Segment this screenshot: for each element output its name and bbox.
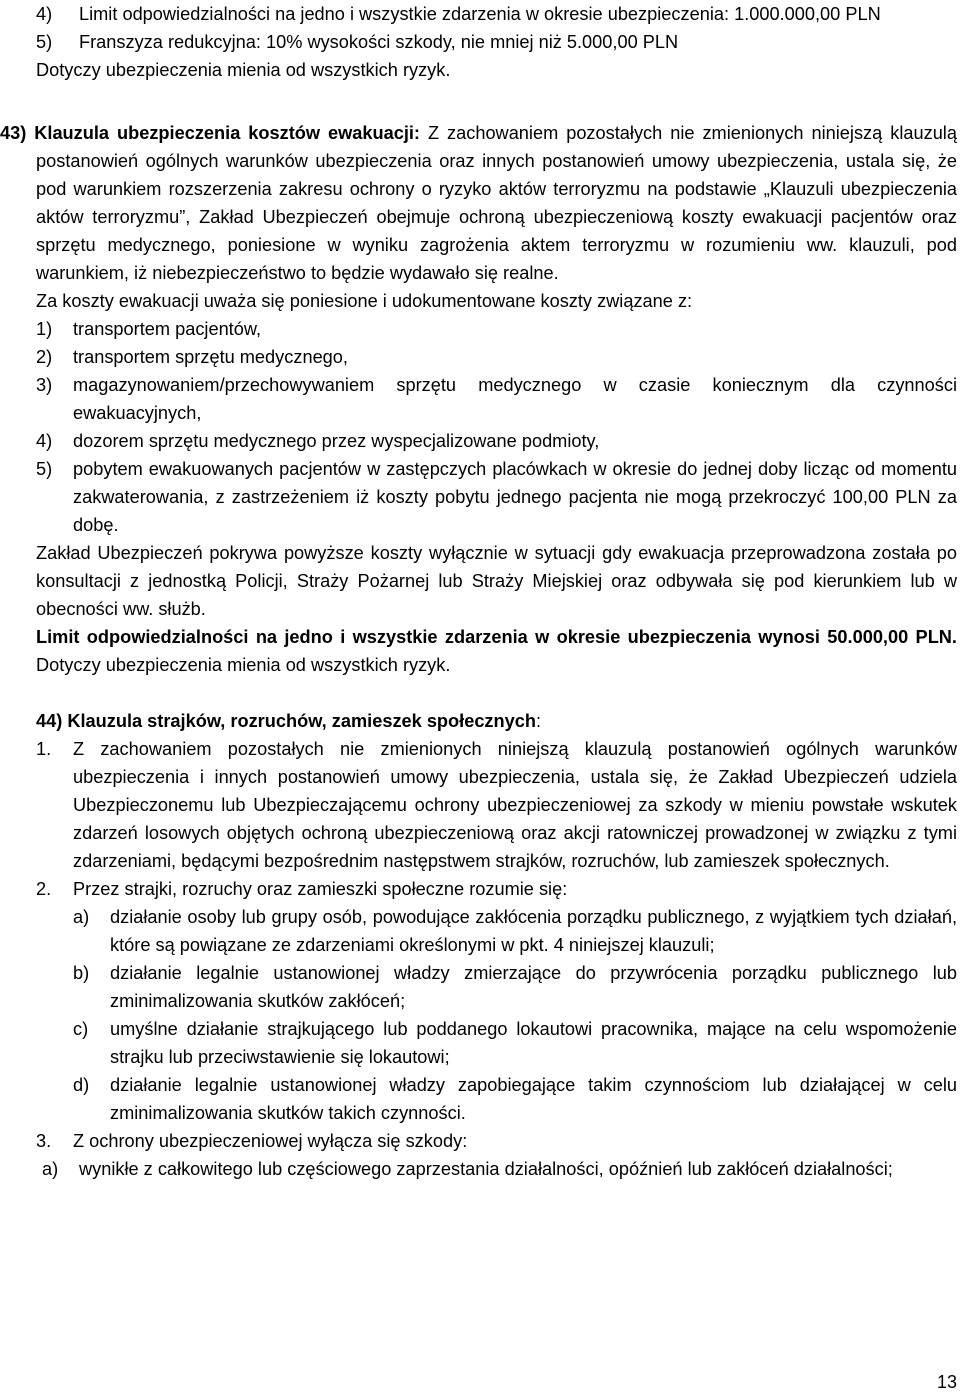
item-text: Limit odpowiedzialności na jedno i wszystkie zdarzenia w okresie ubezpieczenia: 1.000.000,00 PLN [79, 4, 881, 24]
item-text: umyślne działanie strajkującego lub poddanego lokautowi pracownika, mające na celu wspomożenie strajku lub przeciwstawienie się lokautowi; [110, 1019, 957, 1067]
item-number: b) [73, 963, 90, 983]
item-number: 1. [36, 739, 52, 759]
list-item [36, 343, 957, 371]
clause-43 [0, 119, 957, 679]
definitions-list [36, 903, 957, 1127]
list-item [36, 1127, 957, 1155]
item-text: magazynowaniem/przechowywaniem sprzętu medycznego w czasie koniecznym dla czynności ewakuacyjnych, [73, 375, 957, 423]
item-number: a) [73, 907, 90, 927]
item-text: Przez strajki, rozruchy oraz zamieszki społeczne rozumie się: [73, 879, 568, 899]
clause-44-heading-suffix: : [535, 711, 542, 731]
item-text: transportem pacjentów, [73, 319, 262, 339]
item-number: 4) [36, 4, 53, 24]
item-text: Franszyza redukcyjna: 10% wysokości szkody, nie mniej niż 5.000,00 PLN [79, 32, 679, 52]
item-number: 5) [36, 459, 53, 479]
list-item [36, 371, 957, 427]
limit-paragraph [36, 623, 957, 679]
item-number: 2. [36, 879, 52, 899]
list-item [36, 315, 957, 343]
list-item [36, 735, 957, 875]
list-item [36, 1155, 957, 1183]
clause-43-paragraph [0, 119, 957, 287]
intro-section [36, 0, 957, 84]
item-text: działanie legalnie ustanowionej władzy zmierzające do przywrócenia porządku publicznego lub zminimalizowania skutków zakłóceń; [110, 963, 957, 1011]
clause-44 [36, 707, 957, 1183]
item-number: 4) [36, 431, 53, 451]
list-item [73, 959, 957, 1015]
list-item [36, 455, 957, 539]
list-item [73, 903, 957, 959]
item-number: 5) [36, 32, 53, 52]
item-text: Z ochrony ubezpieczeniowej wyłącza się szkody: [73, 1131, 468, 1151]
item-number: 1) [36, 319, 53, 339]
clause-43-heading: 43) Klauzula ubezpieczenia kosztów ewakuacji: [0, 123, 420, 143]
costs-intro: Za koszty ewakuacji uważa się poniesione i udokumentowane koszty związane z: [36, 291, 693, 311]
intro-note: Dotyczy ubezpieczenia mienia od wszystkich ryzyk. [36, 60, 451, 80]
list-item [36, 0, 957, 28]
page-number: 13 [936, 1372, 957, 1392]
limit-bold: Limit odpowiedzialności na jedno i wszystkie zdarzenia w okresie ubezpieczenia wynosi 50.000,00 PLN. [36, 627, 957, 647]
list-item [73, 1015, 957, 1071]
clause-44-heading: 44) Klauzula strajków, rozruchów, zamieszek społecznych [36, 711, 536, 731]
limit-note: Dotyczy ubezpieczenia mienia od wszystkich ryzyk. [36, 655, 451, 675]
item-number: 3. [36, 1131, 52, 1151]
list-item [36, 427, 957, 455]
item-number: d) [73, 1075, 90, 1095]
item-text: wynikłe z całkowitego lub częściowego zaprzestania działalności, opóźnień lub zakłóceń działalności; [79, 1159, 893, 1179]
item-number: 3) [36, 375, 53, 395]
clause-44-heading-line [36, 707, 957, 735]
item-text: Z zachowaniem pozostałych nie zmienionych niniejszą klauzulą postanowień ogólnych warunków ubezpieczenia i innych postanowień umowy ubezpieczenia, ustala się, że Zakład Ubezpieczeń udziela Ubezpieczonemu lub Ubezpieczającemu ochrony ubezpieczeniowej za szkody w mieniu powstałe wskutek zdarzeń losowych objętych ochroną ubezpieczeniową oraz akcji ratowniczej prowadzonej w związku z tymi zdarzeniami, będącymi bezpośrednim następstwem strajków, rozruchów, lub zamieszek społecznych. [73, 739, 957, 871]
item-number: 2) [36, 347, 53, 367]
list-item [73, 1071, 957, 1127]
item-number: a) [42, 1159, 59, 1179]
list-item [36, 875, 957, 903]
item-text: działanie legalnie ustanowionej władzy zapobiegające takim czynnościom lub działającej w celu zminimalizowania skutków takich czynności. [110, 1075, 957, 1123]
item-text: transportem sprzętu medycznego, [73, 347, 348, 367]
list-item [36, 28, 957, 56]
item-text: działanie osoby lub grupy osób, powodujące zakłócenia porządku publicznego, z wyjątkiem tych działań, które są powiązane ze zdarzeniami określonymi w pkt. 4 niniejszej klauzuli; [110, 907, 957, 955]
item-text: dozorem sprzętu medycznego przez wyspecjalizowane podmioty, [73, 431, 600, 451]
item-text: pobytem ewakuowanych pacjentów w zastępczych placówkach w okresie do jednej doby licząc od momentu zakwaterowania, z zastrzeżeniem iż koszty pobytu jednego pacjenta nie mogą przekroczyć 100,00 PLN za dobę. [73, 459, 957, 535]
coverage-paragraph: Zakład Ubezpieczeń pokrywa powyższe koszty wyłącznie w sytuacji gdy ewakuacja przeprowadzona została po konsultacji z jednostką Policji, Straży Pożarnej lub Straży Miejskiej oraz odbywała się pod kierunkiem lub w obecności ww. służb. [36, 543, 957, 619]
clause-43-body: Z zachowaniem pozostałych nie zmienionych niniejszą klauzulą postanowień ogólnych warunków ubezpieczenia oraz innych postanowień umowy ubezpieczenia, ustala się, że pod warunkiem rozszerzenia zakresu ochrony o ryzyko aktów terroryzmu na podstawie „Klauzuli ubezpieczenia aktów terroryzmu”, Zakład Ubezpieczeń obejmuje ochroną ubezpieczeniową koszty ewakuacji pacjentów oraz sprzętu medycznego, poniesione w wyniku zagrożenia aktem terroryzmu w rozumieniu ww. klauzuli, pod warunkiem, iż niebezpieczeństwo to będzie wydawało się realne. [36, 123, 957, 283]
item-number: c) [73, 1019, 89, 1039]
